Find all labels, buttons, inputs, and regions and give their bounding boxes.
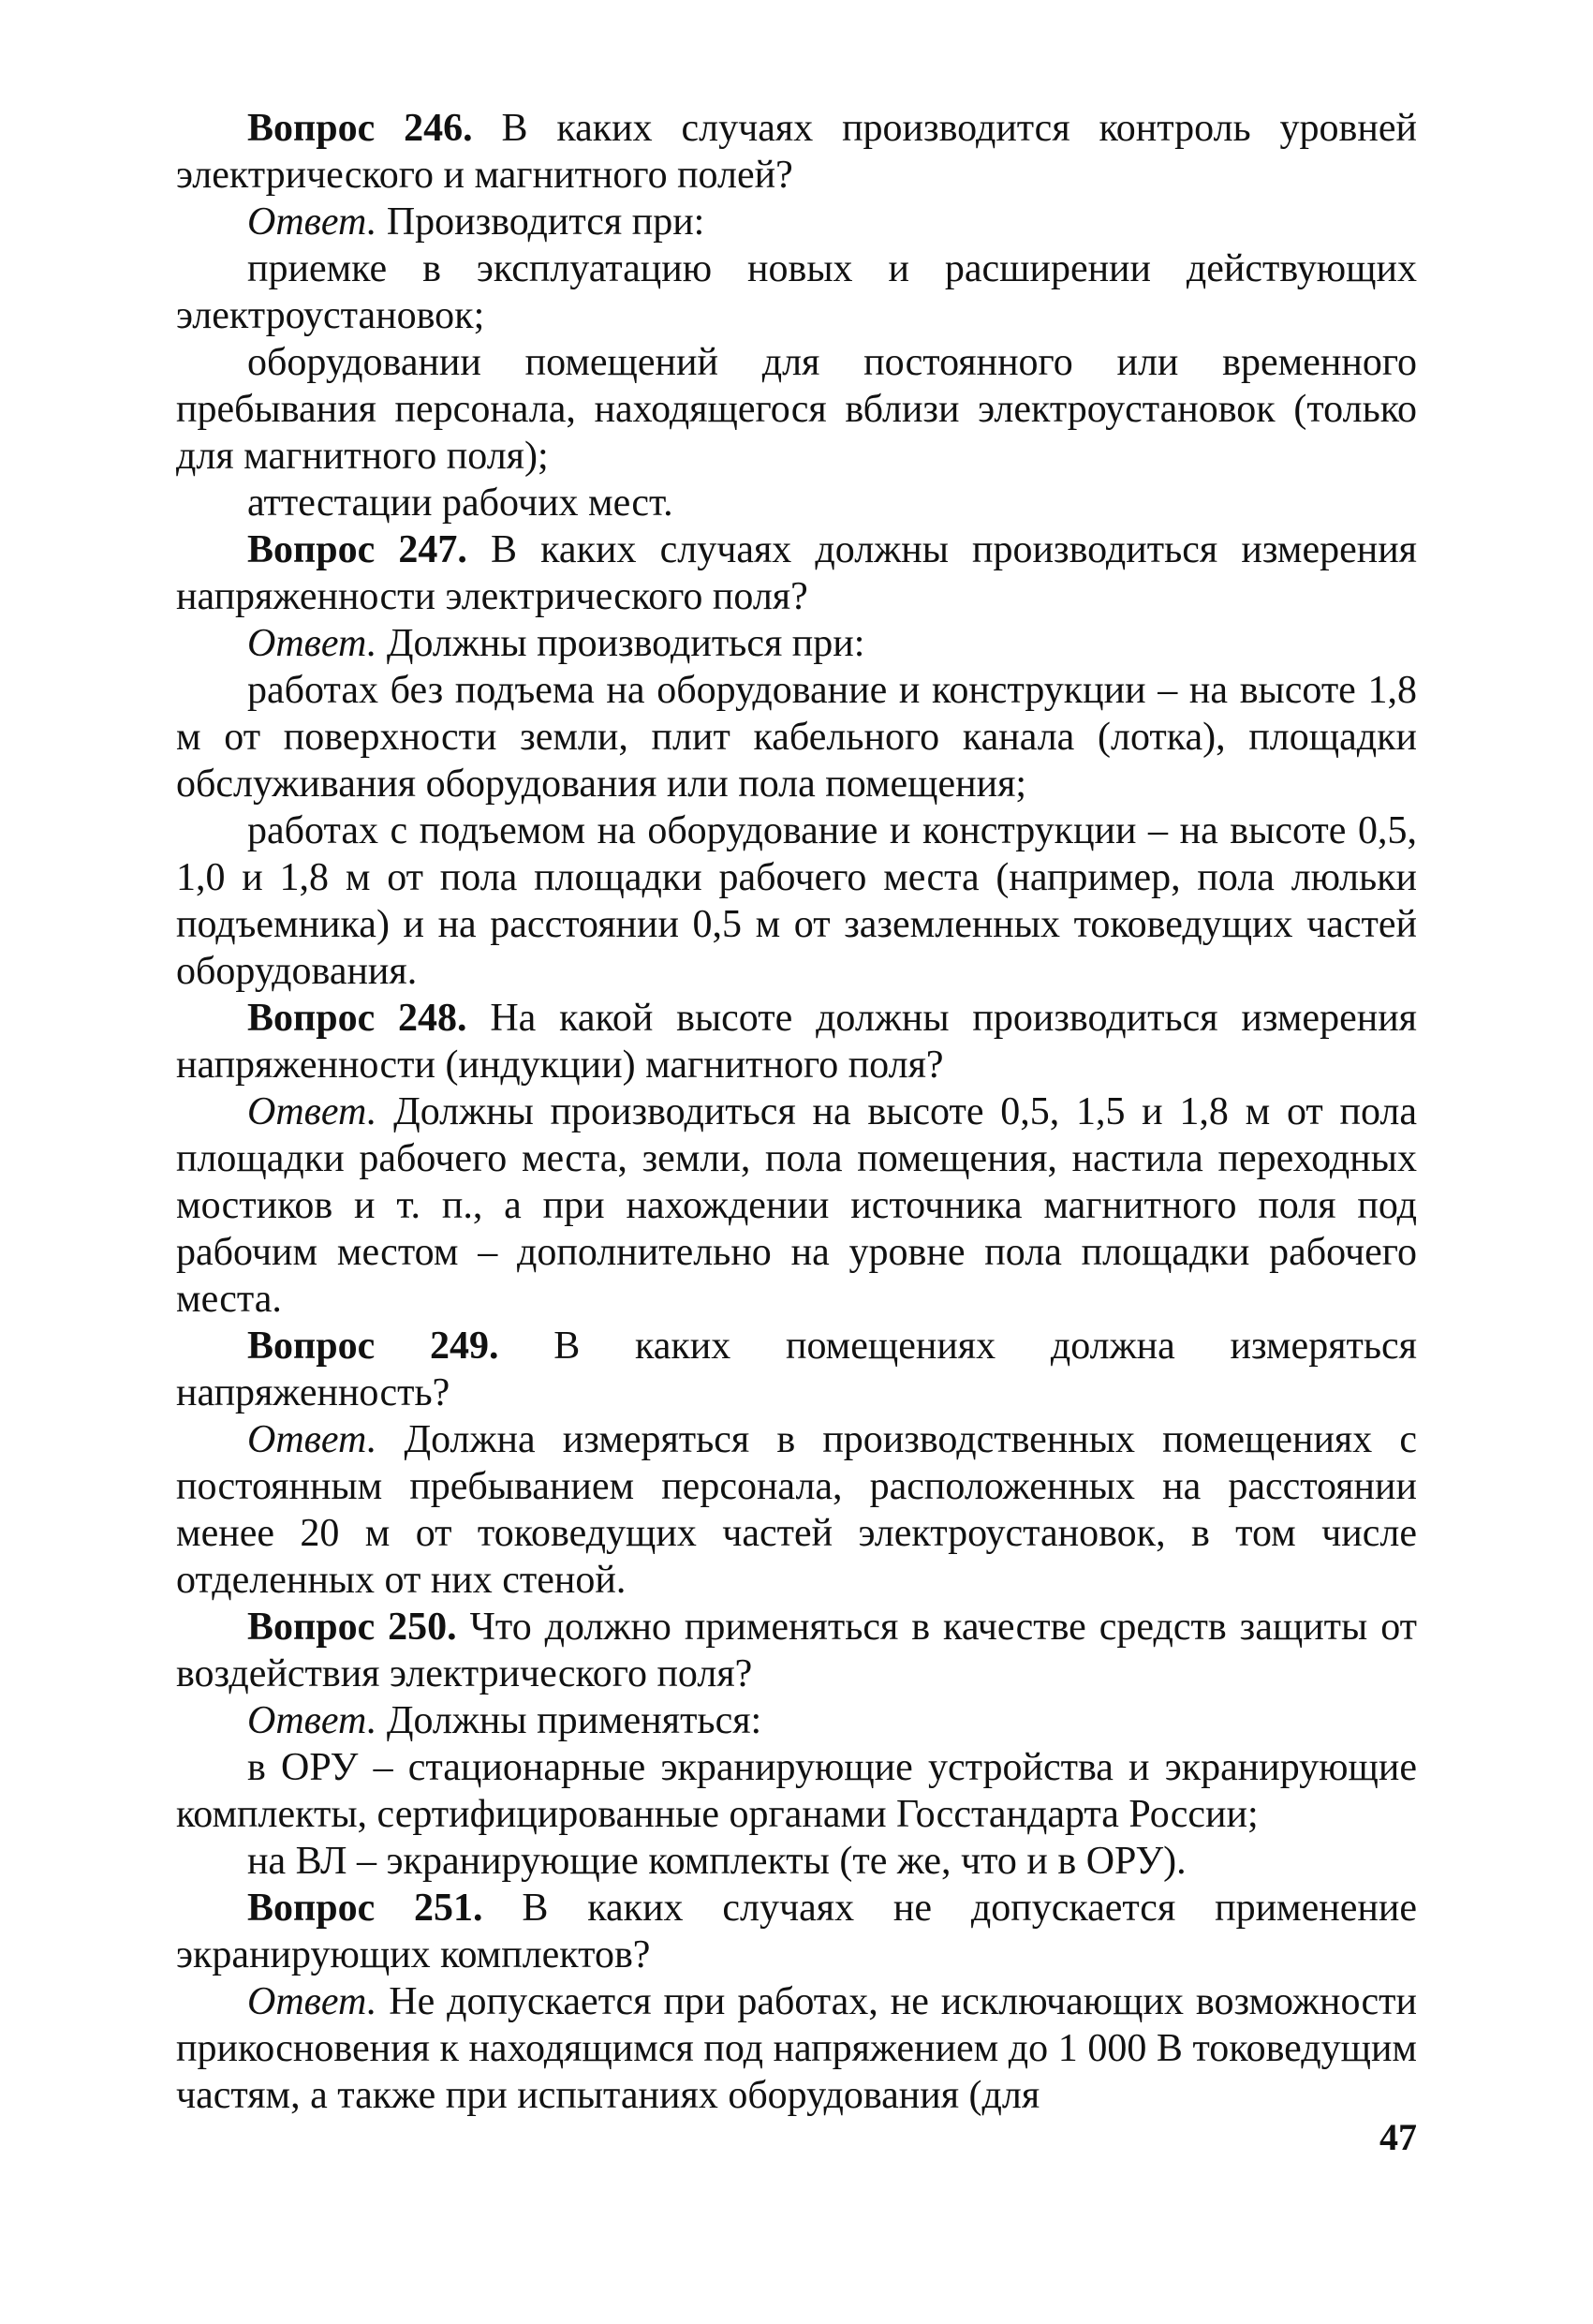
- question-249: [176, 1323, 1417, 1416]
- question-250: [176, 1604, 1417, 1697]
- list-item: в ОРУ – стационарные экранирующие устройства и экранирующие комплекты, сертифицированные органами Госстандарта России;: [176, 1746, 1417, 1836]
- answer-label: Ответ.: [247, 1980, 377, 2023]
- question-text: В каких случаях производится контроль уровней электрического и магнитного полей?: [176, 107, 1417, 197]
- answer-248: [176, 1088, 1417, 1323]
- question-label: Вопрос 251.: [247, 1887, 483, 1930]
- question-label: Вопрос 250.: [247, 1606, 457, 1649]
- answer-246: [176, 199, 1417, 245]
- page-number: 47: [1379, 2116, 1417, 2158]
- question-label: Вопрос 247.: [247, 528, 467, 571]
- answer-label: Ответ.: [247, 1418, 377, 1461]
- question-text: В каких помещениях должна измеряться напряженность?: [176, 1325, 1417, 1414]
- answer-text: Производится при:: [376, 200, 705, 244]
- question-text: На какой высоте должны производиться измерения напряженности (индукции) магнитного поля?: [176, 997, 1417, 1087]
- question-label: Вопрос 246.: [247, 107, 473, 150]
- question-248: [176, 995, 1417, 1088]
- list-item: оборудовании помещений для постоянного или временного пребывания персонала, находящегося вблизи электроустановок (только для магнитного поля);: [176, 341, 1417, 478]
- list-item: работах с подъемом на оборудование и конструкции – на высоте 0,5, 1,0 и 1,8 м от пола площадки рабочего места (например, пола люльки подъемника) и на расстоянии 0,5 м от заземленных токоведущих частей оборудования.: [176, 809, 1417, 993]
- question-text: Что должно применяться в качестве средств защиты от воздействия электрического поля?: [176, 1606, 1418, 1695]
- answer-247: [176, 620, 1417, 667]
- answer-text: Должна измеряться в производственных помещениях с постоянным пребыванием персонала, расположенных на расстоянии менее 20 м от токоведущих частей электроустановок, в том числе отделенных от них стеной.: [176, 1418, 1417, 1602]
- question-label: Вопрос 248.: [247, 997, 467, 1040]
- answer-text: Должны производиться при:: [376, 622, 865, 665]
- question-246: [176, 105, 1417, 199]
- page-body: [176, 105, 1417, 2119]
- question-text: В каких случаях должны производиться измерения напряженности электрического поля?: [176, 528, 1417, 618]
- question-251: [176, 1885, 1417, 1978]
- question-247: [176, 526, 1417, 620]
- answer-label: Ответ.: [247, 1090, 377, 1133]
- list-item: на ВЛ – экранирующие комплекты (те же, что и в ОРУ).: [247, 1840, 1187, 1883]
- answer-label: Ответ.: [247, 200, 377, 244]
- list-item: приемке в эксплуатацию новых и расширении действующих электроустановок;: [176, 247, 1417, 337]
- question-text: В каких случаях не допускается применение экранирующих комплектов?: [176, 1887, 1417, 1976]
- answer-251: [176, 1978, 1417, 2119]
- question-label: Вопрос 249.: [247, 1325, 499, 1368]
- answer-text: Не допускается при работах, не исключающих возможности прикосновения к находящимся под напряжением до 1 000 В токоведущим частям, а также при испытаниях оборудования (для: [176, 1980, 1417, 2117]
- answer-label: Ответ.: [247, 1699, 377, 1742]
- answer-text: Должны производиться на высоте 0,5, 1,5 и 1,8 м от пола площадки рабочего места, земли, пола помещения, настила переходных мостиков и т. п., а при нахождении источника магнитного поля под рабочим местом – дополнительно на уровне пола площадки рабочего места.: [176, 1090, 1417, 1321]
- answer-label: Ответ.: [247, 622, 377, 665]
- list-item: аттестации рабочих мест.: [247, 481, 673, 525]
- answer-250: [176, 1697, 1417, 1744]
- answer-text: Должны применяться:: [376, 1699, 762, 1742]
- list-item: работах без подъема на оборудование и конструкции – на высоте 1,8 м от поверхности земли, плит кабельного канала (лотка), площадки обслуживания оборудования или пола помещения;: [176, 669, 1417, 806]
- answer-249: [176, 1416, 1417, 1604]
